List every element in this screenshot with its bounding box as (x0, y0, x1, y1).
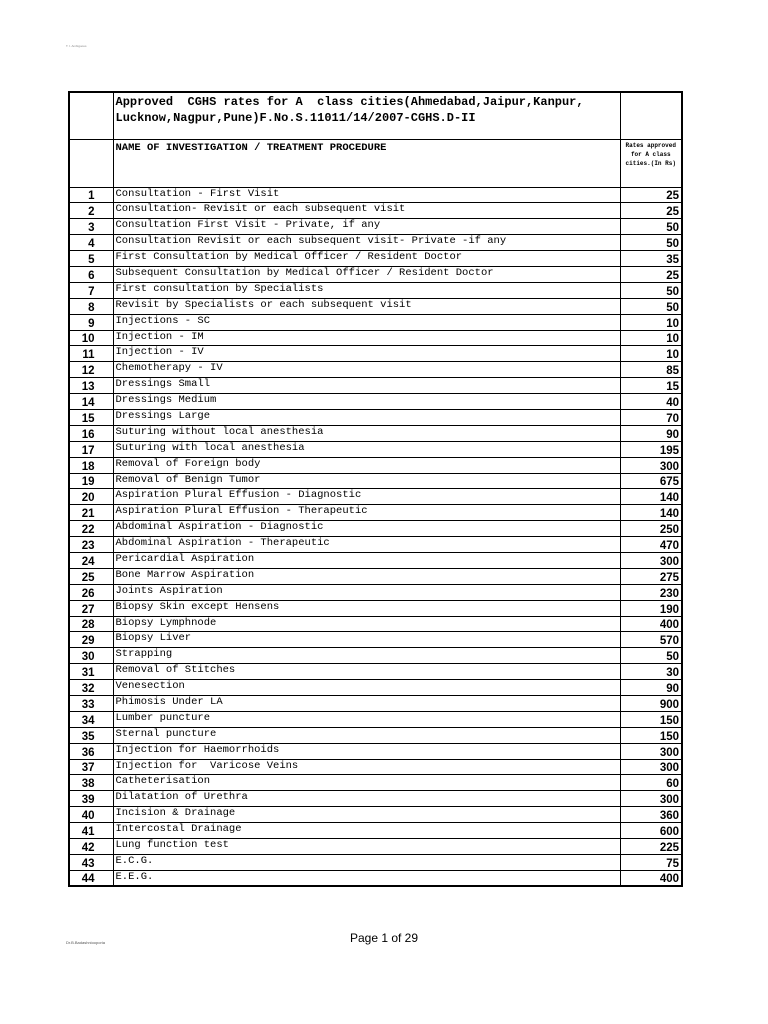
row-number: 18 (69, 457, 113, 473)
row-number: 31 (69, 664, 113, 680)
table-row (69, 409, 682, 425)
row-number: 23 (69, 537, 113, 553)
table-row (69, 854, 682, 870)
procedure-name: Catheterisation (113, 775, 620, 791)
row-number: 39 (69, 791, 113, 807)
table-row (69, 219, 682, 235)
row-number: 36 (69, 743, 113, 759)
procedure-name: Biopsy Lymphnode (113, 616, 620, 632)
rate-value: 300 (620, 791, 682, 807)
procedure-name: Joints Aspiration (113, 584, 620, 600)
procedure-name: E.C.G. (113, 854, 620, 870)
row-number: 16 (69, 425, 113, 441)
row-number: 17 (69, 441, 113, 457)
table-row (69, 711, 682, 727)
row-number: 40 (69, 807, 113, 823)
column-header-name: NAME OF INVESTIGATION / TREATMENT PROCEDURE (115, 141, 387, 154)
row-number: 33 (69, 696, 113, 712)
table-row (69, 378, 682, 394)
rate-value: 10 (620, 346, 682, 362)
procedure-name: Dressings Medium (113, 394, 620, 410)
row-number: 25 (69, 568, 113, 584)
table-row (69, 680, 682, 696)
row-number: 21 (69, 505, 113, 521)
procedure-name: Dressings Large (113, 409, 620, 425)
row-number: 5 (69, 251, 113, 267)
procedure-name: Removal of Stitches (113, 664, 620, 680)
row-number: 37 (69, 759, 113, 775)
table-row (69, 505, 682, 521)
rate-value: 50 (620, 235, 682, 251)
header-rate-cell (620, 139, 682, 187)
row-number: 30 (69, 648, 113, 664)
rate-value: 10 (620, 330, 682, 346)
table-row (69, 235, 682, 251)
row-number: 44 (69, 870, 113, 886)
rate-value: 140 (620, 489, 682, 505)
row-number: 12 (69, 362, 113, 378)
top-note: T. I. Ambiguous (66, 44, 87, 48)
table-row (69, 489, 682, 505)
rate-value: 150 (620, 727, 682, 743)
rate-value: 900 (620, 696, 682, 712)
row-number: 32 (69, 680, 113, 696)
row-number: 24 (69, 552, 113, 568)
rates-table (68, 91, 683, 887)
row-number: 2 (69, 203, 113, 219)
rate-value: 140 (620, 505, 682, 521)
row-number: 7 (69, 282, 113, 298)
rate-value: 150 (620, 711, 682, 727)
procedure-name: Chemotherapy - IV (113, 362, 620, 378)
rate-value: 70 (620, 409, 682, 425)
row-number: 3 (69, 219, 113, 235)
procedure-name: Intercostal Drainage (113, 823, 620, 839)
row-number: 14 (69, 394, 113, 410)
rate-value: 190 (620, 600, 682, 616)
procedure-name: Removal of Foreign body (113, 457, 620, 473)
rate-value: 230 (620, 584, 682, 600)
procedure-name: First consultation by Specialists (113, 282, 620, 298)
row-number: 27 (69, 600, 113, 616)
row-number: 42 (69, 839, 113, 855)
rate-value: 600 (620, 823, 682, 839)
rate-value: 35 (620, 251, 682, 267)
rate-value: 300 (620, 743, 682, 759)
table-row (69, 425, 682, 441)
table-row (69, 314, 682, 330)
table-row (69, 727, 682, 743)
procedure-name: Dressings Small (113, 378, 620, 394)
document-title: Approved CGHS rates for A class cities(Ahmedabad,Jaipur,Kanpur, Lucknow,Nagpur,Pune)F.No.S.11011/14/2007-CGHS.D-II (115, 95, 584, 125)
table-row (69, 473, 682, 489)
table-row (69, 791, 682, 807)
rate-value: 50 (620, 648, 682, 664)
procedure-name: Injection - IM (113, 330, 620, 346)
procedure-name: Injection for Varicose Veins (113, 759, 620, 775)
row-number: 35 (69, 727, 113, 743)
procedure-name: Subsequent Consultation by Medical Officer / Resident Doctor (113, 266, 620, 282)
title-cell (113, 92, 620, 139)
row-number: 38 (69, 775, 113, 791)
row-number: 41 (69, 823, 113, 839)
table-row (69, 823, 682, 839)
table-row (69, 568, 682, 584)
row-number: 20 (69, 489, 113, 505)
procedure-name: Consultation - First Visit (113, 187, 620, 203)
procedure-name: Abdominal Aspiration - Therapeutic (113, 537, 620, 553)
procedure-name: Incision & Drainage (113, 807, 620, 823)
procedure-name: Injection - IV (113, 346, 620, 362)
row-number: 11 (69, 346, 113, 362)
rate-value: 300 (620, 457, 682, 473)
procedure-name: E.E.G. (113, 870, 620, 886)
table-row (69, 441, 682, 457)
row-number: 4 (69, 235, 113, 251)
table-row (69, 266, 682, 282)
table-row (69, 282, 682, 298)
table-row (69, 187, 682, 203)
rate-value: 25 (620, 203, 682, 219)
page-number: Page 1 of 29 (349, 931, 419, 945)
table-row (69, 552, 682, 568)
procedure-name: Lumber puncture (113, 711, 620, 727)
procedure-name: Dilatation of Urethra (113, 791, 620, 807)
row-number: 28 (69, 616, 113, 632)
table-row (69, 743, 682, 759)
row-number: 43 (69, 854, 113, 870)
title-row (69, 92, 682, 139)
procedure-name: Aspiration Plural Effusion - Therapeutic (113, 505, 620, 521)
procedure-name: Suturing without local anesthesia (113, 425, 620, 441)
row-number: 22 (69, 521, 113, 537)
procedure-name: Lung function test (113, 839, 620, 855)
title-num-cell (69, 92, 113, 139)
table-row (69, 362, 682, 378)
rate-value: 300 (620, 759, 682, 775)
header-row (69, 139, 682, 187)
procedure-name: Consultation First Visit - Private, if any (113, 219, 620, 235)
row-number: 19 (69, 473, 113, 489)
procedure-name: Venesection (113, 680, 620, 696)
table-row (69, 759, 682, 775)
rate-value: 50 (620, 282, 682, 298)
row-number: 15 (69, 409, 113, 425)
rate-value: 50 (620, 219, 682, 235)
rate-value: 40 (620, 394, 682, 410)
footer-author: Dr.B.Badashniooporia (66, 940, 105, 945)
table-row (69, 330, 682, 346)
table-row (69, 664, 682, 680)
rate-value: 400 (620, 870, 682, 886)
header-name-cell (113, 139, 620, 187)
row-number: 34 (69, 711, 113, 727)
column-header-rate: Rates approved for A class cities.(In Rs) (625, 141, 676, 167)
rate-value: 30 (620, 664, 682, 680)
procedure-name: Aspiration Plural Effusion - Diagnostic (113, 489, 620, 505)
rate-value: 250 (620, 521, 682, 537)
procedure-name: Strapping (113, 648, 620, 664)
table-row (69, 616, 682, 632)
table-row (69, 203, 682, 219)
row-number: 10 (69, 330, 113, 346)
rate-value: 50 (620, 298, 682, 314)
row-number: 8 (69, 298, 113, 314)
procedure-name: Bone Marrow Aspiration (113, 568, 620, 584)
table-row (69, 298, 682, 314)
procedure-name: Sternal puncture (113, 727, 620, 743)
row-number: 29 (69, 632, 113, 648)
table-row (69, 600, 682, 616)
rate-value: 85 (620, 362, 682, 378)
row-number: 1 (69, 187, 113, 203)
rate-value: 10 (620, 314, 682, 330)
row-number: 13 (69, 378, 113, 394)
rate-value: 470 (620, 537, 682, 553)
table-row (69, 775, 682, 791)
table-row (69, 584, 682, 600)
title-rate-cell (620, 92, 682, 139)
table-row (69, 521, 682, 537)
table-row (69, 696, 682, 712)
procedure-name: Biopsy Skin except Hensens (113, 600, 620, 616)
rate-value: 300 (620, 552, 682, 568)
rate-value: 25 (620, 266, 682, 282)
procedure-name: First Consultation by Medical Officer / Resident Doctor (113, 251, 620, 267)
rate-value: 25 (620, 187, 682, 203)
table-row (69, 251, 682, 267)
rate-value: 225 (620, 839, 682, 855)
table-row (69, 870, 682, 886)
procedure-name: Biopsy Liver (113, 632, 620, 648)
rate-value: 275 (620, 568, 682, 584)
procedure-name: Injections - SC (113, 314, 620, 330)
table-row (69, 807, 682, 823)
rate-value: 75 (620, 854, 682, 870)
rate-value: 60 (620, 775, 682, 791)
table-row (69, 648, 682, 664)
table-row (69, 457, 682, 473)
procedure-name: Consultation Revisit or each subsequent visit- Private -if any (113, 235, 620, 251)
procedure-name: Consultation- Revisit or each subsequent visit (113, 203, 620, 219)
table-row (69, 537, 682, 553)
table-row (69, 346, 682, 362)
row-number: 26 (69, 584, 113, 600)
procedure-name: Abdominal Aspiration - Diagnostic (113, 521, 620, 537)
procedure-name: Suturing with local anesthesia (113, 441, 620, 457)
rate-value: 675 (620, 473, 682, 489)
procedure-name: Injection for Haemorrhoids (113, 743, 620, 759)
rate-value: 90 (620, 680, 682, 696)
row-number: 6 (69, 266, 113, 282)
header-num-cell (69, 139, 113, 187)
rate-value: 15 (620, 378, 682, 394)
rate-value: 195 (620, 441, 682, 457)
rate-value: 360 (620, 807, 682, 823)
table-row (69, 394, 682, 410)
procedure-name: Revisit by Specialists or each subsequent visit (113, 298, 620, 314)
procedure-name: Removal of Benign Tumor (113, 473, 620, 489)
rate-value: 570 (620, 632, 682, 648)
table-row (69, 632, 682, 648)
rate-value: 400 (620, 616, 682, 632)
table-row (69, 839, 682, 855)
procedure-name: Phimosis Under LA (113, 696, 620, 712)
rate-value: 90 (620, 425, 682, 441)
row-number: 9 (69, 314, 113, 330)
procedure-name: Pericardial Aspiration (113, 552, 620, 568)
